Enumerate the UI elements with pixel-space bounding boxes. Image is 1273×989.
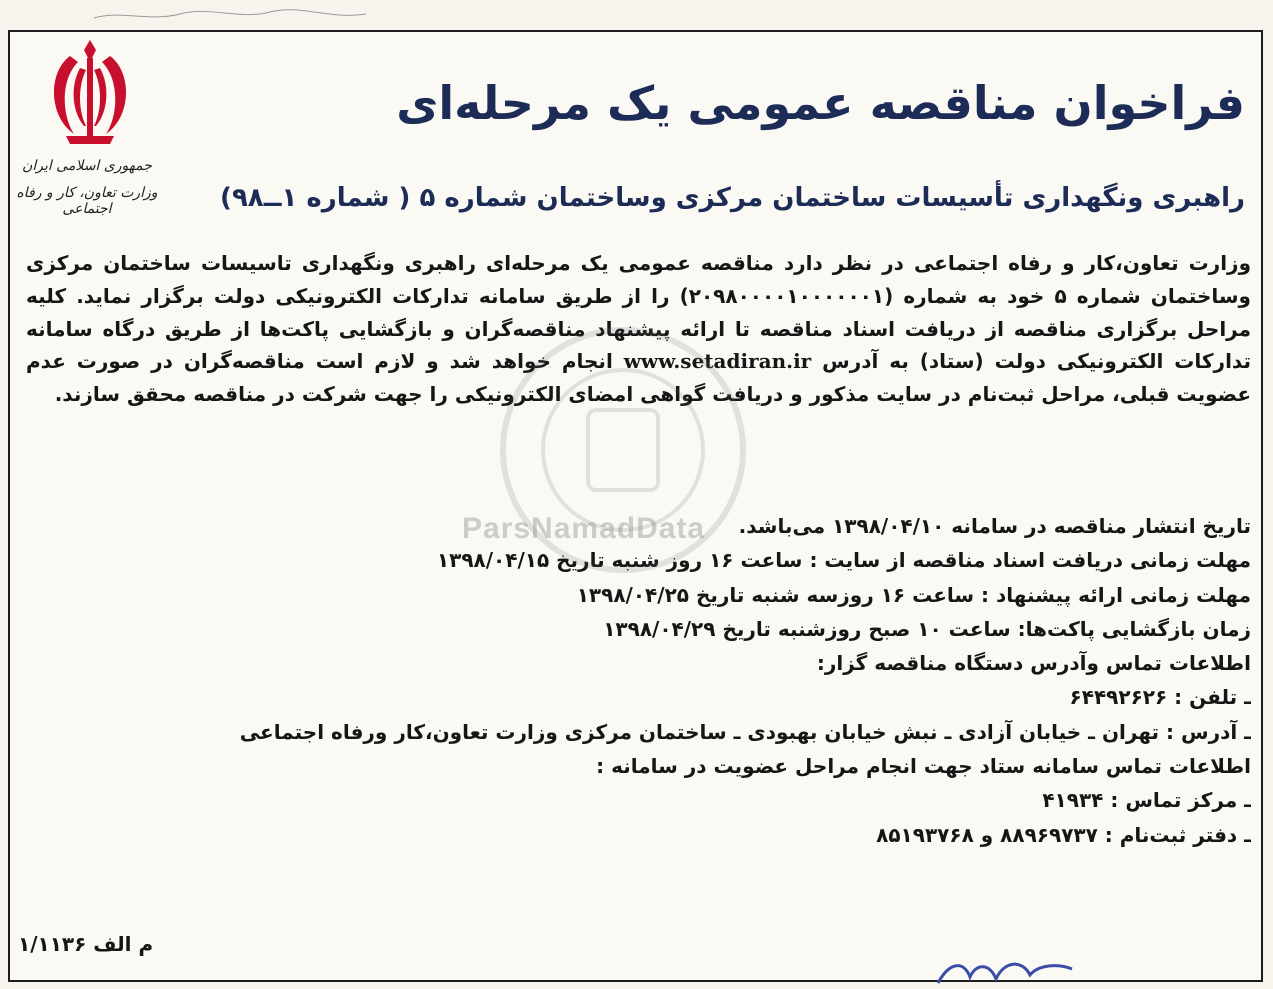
emblem-caption-country: جمهوری اسلامی ایران <box>22 158 152 174</box>
paragraph-part-2: انجام خواهد شد و لازم است مناقصه‌گران در صورت عدم عضویت قبلی، مراحل ثبت‌نام در سایت مذکور و دریافت گواهی امضای الکترونیکی را جهت شرکت در مناقصه محقق سازند. <box>26 349 1251 407</box>
notice-paragraph <box>26 247 1251 411</box>
proposal-deadline-line: مهلت زمانی ارائه پیشنهاد : ساعت ۱۶ روزسه شنبه تاریخ ۱۳۹۸/۰۴/۲۵ <box>576 582 1251 607</box>
reference-number: م الف ۱/۱۱۳۶ <box>18 932 154 956</box>
handwritten-number-mark <box>930 955 1080 989</box>
website-link[interactable]: www.setadiran.ir <box>623 349 812 374</box>
setad-contact-heading: اطلاعات تماس سامانه ستاد جهت انجام مراحل عضویت در سامانه : <box>596 754 1251 779</box>
registration-office-line: ـ دفتر ثبت‌نام : ۸۸۹۶۹۷۳۷ و ۸۵۱۹۳۷۶۸ <box>876 822 1251 847</box>
call-center-line: ـ مرکز تماس : ۴۱۹۳۴ <box>1042 788 1251 813</box>
iran-emblem-icon <box>40 34 140 149</box>
handwritten-scribble <box>90 6 370 26</box>
address-line: ـ آدرس : تهران ـ خیابان آزادی ـ نبش خیابان بهبودی ـ ساختمان مرکزی وزارت تعاون،کار ورفاه اجتماعی <box>239 719 1251 744</box>
emblem-caption-ministry: وزارت تعاون، کار و رفاه اجتماعی <box>16 185 158 217</box>
envelope-opening-line: زمان بازگشایی پاکت‌ها: ساعت ۱۰ صبح روزشنبه تاریخ ۱۳۹۸/۰۴/۲۹ <box>603 616 1251 641</box>
paragraph-part-1: وزارت تعاون،کار و رفاه اجتماعی در نظر دارد مناقصه عمومی یک مرحله‌ای راهبری ونگهداری تاسیسات ساختمان مرکزی وساختمان شماره ۵ خود به شماره (۲۰۹۸۰۰۰۰۱۰۰۰۰۰۰۱) را از طریق سامانه تداركات الكترونيكی دولت برگزار نماید. کلیه مراحل برگزاری مناقصه از دریافت اسناد مناقصه تا ارائه پیشنهاد مناقصه‌گران و بازگشایی پاکت‌ها از طریق درگاه سامانه تداركات الكترونيكی دولت (ستاد) به آدرس <box>26 251 1251 374</box>
publish-date-line: تاریخ انتشار مناقصه در سامانه ۱۳۹۸/۰۴/۱۰ می‌باشد. <box>738 514 1251 538</box>
phone-line: ـ تلفن : ۶۴۴۹۲۶۲۶ <box>1069 685 1251 710</box>
notice-subtitle: راهبری ونگهداری تأسیسات ساختمان مرکزی وساختمان شماره ۵ ( شماره ۱ــ۹۸) <box>220 183 1245 213</box>
notice-title: فراخوان مناقصه عمومی یک مرحله‌ای <box>396 76 1245 130</box>
details-list <box>26 509 1251 852</box>
documents-deadline-line: مهلت زمانی دریافت اسناد مناقصه از سایت : ساعت ۱۶ روز شنبه تاریخ ۱۳۹۸/۰۴/۱۵ <box>436 548 1251 573</box>
contact-heading: اطلاعات تماس وآدرس دستگاه مناقصه گزار: <box>816 651 1251 676</box>
watermark-text: ParsNamadData <box>462 512 706 545</box>
